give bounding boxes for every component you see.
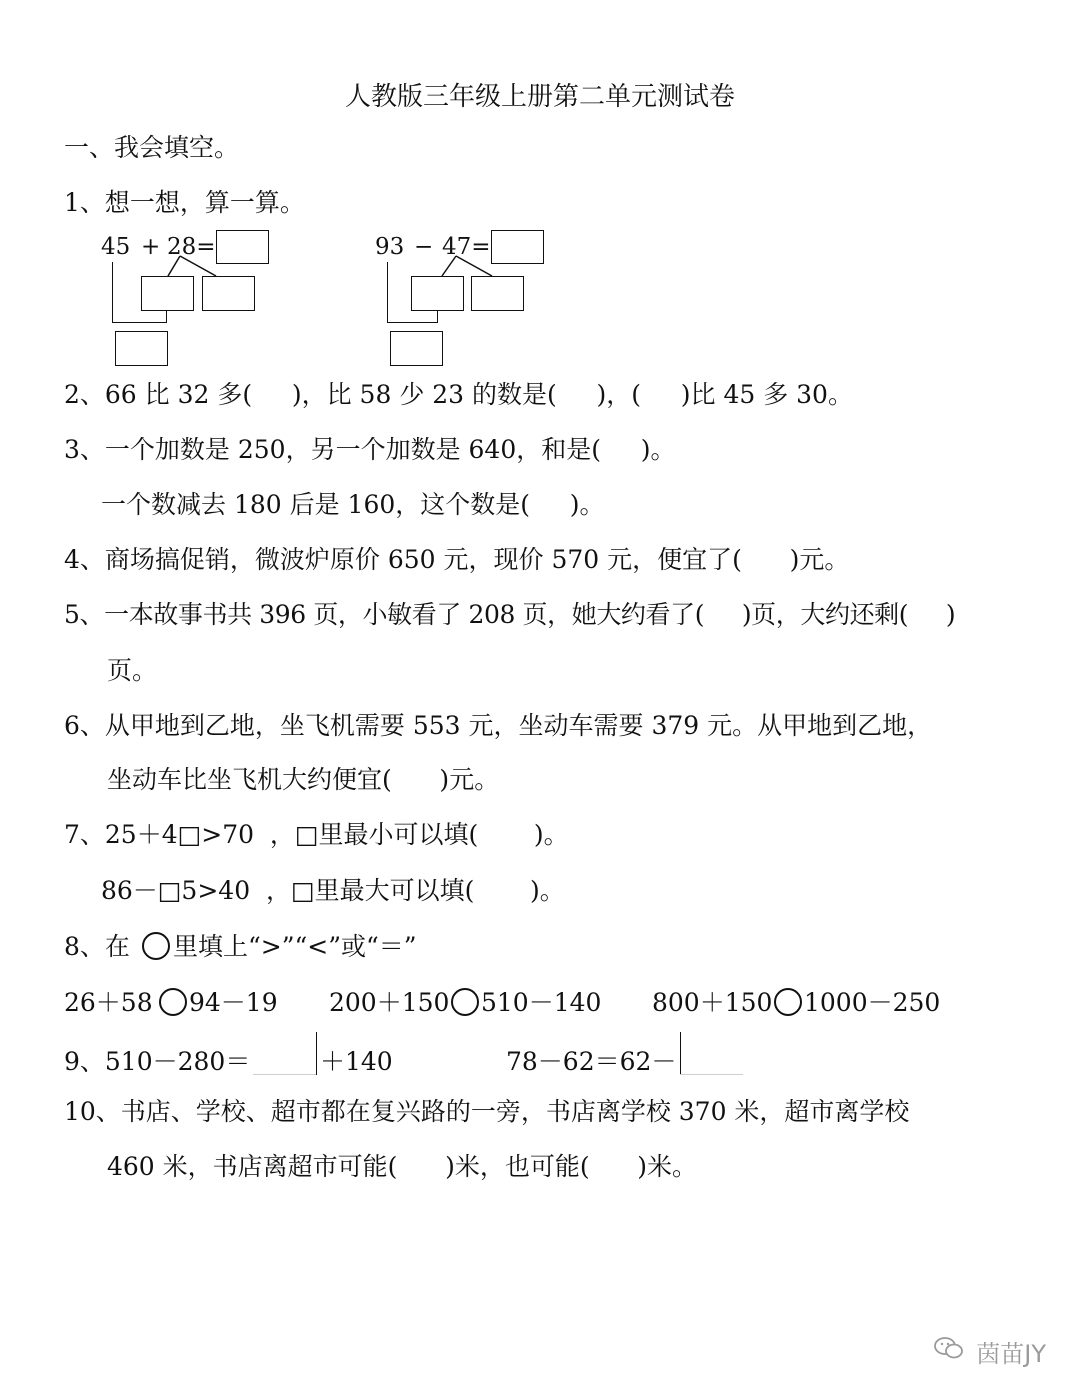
- compare-circle[interactable]: [159, 988, 187, 1016]
- bracket-line: [387, 322, 437, 323]
- split-box[interactable]: [202, 276, 255, 311]
- bracket-line: [166, 310, 167, 323]
- result-box[interactable]: [390, 331, 443, 366]
- bracket-line: [387, 262, 388, 322]
- split-box[interactable]: [411, 276, 464, 311]
- question-6-line-2: 坐动车比坐飞机大约便宜( )元。: [107, 765, 500, 794]
- compare-right: 94－19: [189, 988, 278, 1017]
- compare-circle[interactable]: [451, 988, 479, 1016]
- blank-underline: [680, 1074, 743, 1075]
- question-10-line-1: 10、书店、学校、超市都在复兴路的一旁，书店离学校 370 米，超市离学校: [64, 1097, 910, 1126]
- blank-box-edge[interactable]: [316, 1032, 317, 1075]
- operand-b: 28=: [167, 234, 216, 260]
- question-4: 4、商场搞促销，微波炉原价 650 元，现价 570 元，便宜了( )元。: [64, 545, 850, 574]
- question-2: 2、66 比 32 多( )，比 58 少 23 的数是( )，( )比 45 多 30。: [64, 380, 853, 409]
- operator: +: [141, 234, 161, 260]
- watermark-text: 茵苗JY: [976, 1340, 1046, 1368]
- page-title: 人教版三年级上册第二单元测试卷: [344, 82, 735, 112]
- bracket-line: [112, 262, 113, 322]
- question-9-right-a: 78－62＝62－: [506, 1047, 677, 1076]
- question-8-prompt-b: 里填上“>”“<”或“＝”: [173, 932, 417, 961]
- compare-right: 510－140: [481, 988, 602, 1017]
- question-3-line-2: 一个数减去 180 后是 160，这个数是( )。: [101, 490, 605, 519]
- question-7-line-2: 86－□5>40 ，□里最大可以填( )。: [101, 876, 565, 905]
- circle-blank-icon: [142, 932, 170, 960]
- question-9-left-a: 9、510－280＝: [64, 1047, 251, 1076]
- compare-right: 1000－250: [804, 988, 941, 1017]
- compare-circle[interactable]: [774, 988, 802, 1016]
- question-9-left-b: ＋140: [320, 1047, 393, 1076]
- section-heading: 一、我会填空。: [64, 133, 240, 162]
- question-5-line-1: 5、一本故事书共 396 页，小敏看了 208 页，她大约看了( )页，大约还剩( ): [64, 600, 956, 629]
- bracket-line: [437, 310, 438, 323]
- question-10-line-2: 460 米，书店离超市可能( )米，也可能( )米。: [107, 1152, 698, 1181]
- split-box[interactable]: [141, 276, 194, 311]
- operand-a: 93: [375, 234, 405, 260]
- compare-left: 200＋150: [329, 988, 450, 1017]
- split-box[interactable]: [471, 276, 524, 311]
- compare-left: 26＋58: [64, 988, 153, 1017]
- watermark: [976, 1334, 1046, 1369]
- wechat-icon: [934, 1336, 964, 1360]
- question-1-prompt: 1、想一想，算一算。: [64, 188, 305, 217]
- result-box[interactable]: [115, 331, 168, 366]
- operand-b: 47=: [442, 234, 491, 260]
- bracket-line: [112, 322, 166, 323]
- operator: −: [414, 234, 434, 260]
- compare-left: 800＋150: [652, 988, 773, 1017]
- question-5-line-2: 页。: [107, 656, 158, 685]
- question-7-line-1: 7、25＋4□>70 ，□里最小可以填( )。: [64, 820, 569, 849]
- question-6-line-1: 6、从甲地到乙地，坐飞机需要 553 元，坐动车需要 379 元。从甲地到乙地，: [64, 711, 933, 740]
- operand-a: 45: [101, 234, 131, 260]
- question-8-prompt-a: 8、在: [64, 932, 130, 961]
- blank-box-edge[interactable]: [680, 1032, 681, 1075]
- question-3-line-1: 3、一个加数是 250，另一个加数是 640，和是( )。: [64, 435, 676, 464]
- blank-underline: [253, 1074, 316, 1075]
